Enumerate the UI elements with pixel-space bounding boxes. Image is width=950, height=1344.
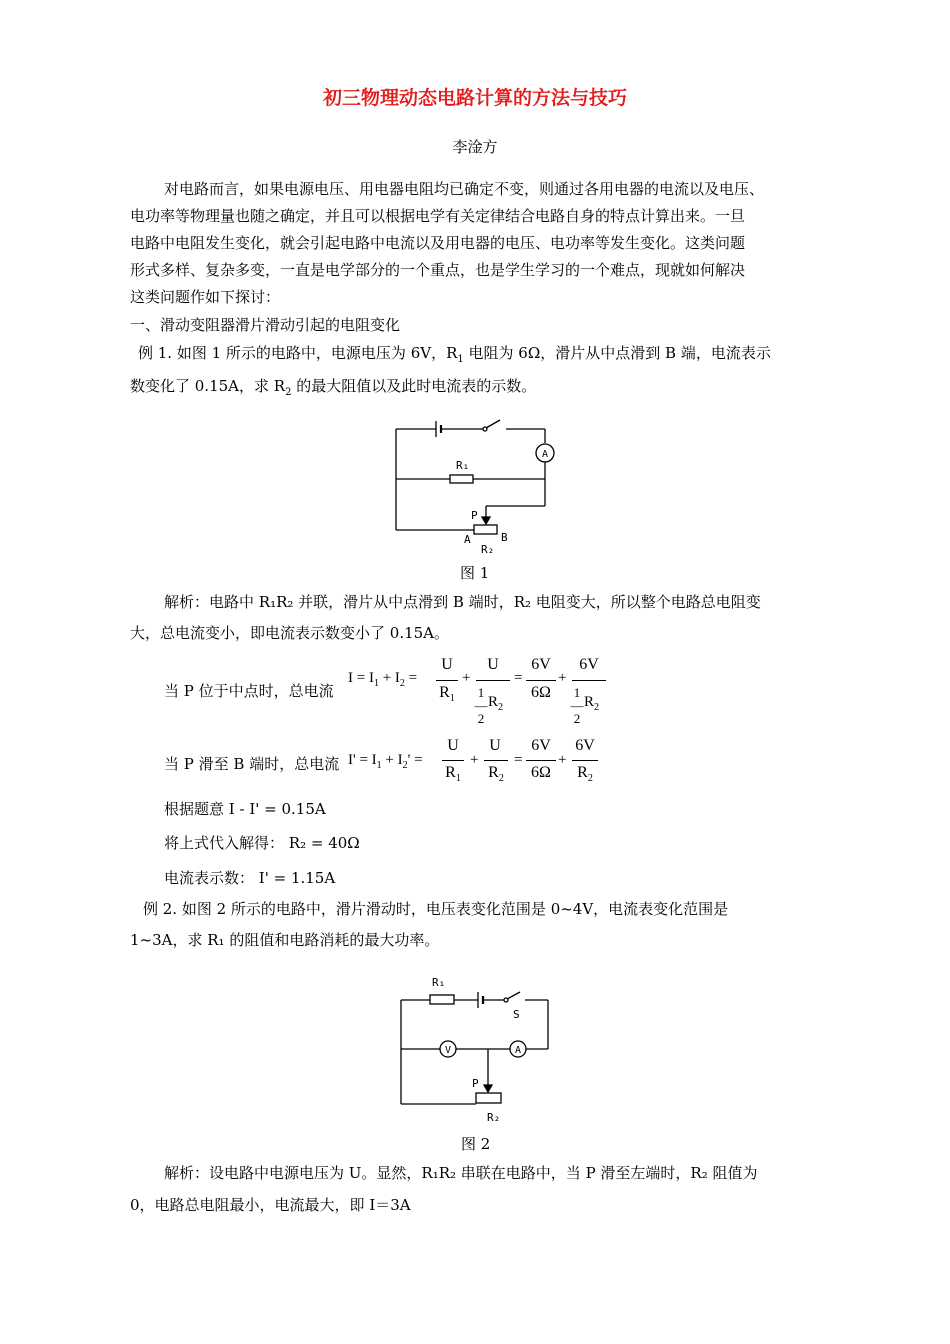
circuit-diagram-2 — [392, 968, 558, 1128]
resistor-r2 — [476, 1093, 501, 1103]
a-label: A — [464, 533, 471, 546]
intro-line-2: 电功率等物理量也随之确定，并且可以根据电学有关定律结合电路自身的特点计算出来。一旦 — [130, 207, 746, 225]
intro-line-5: 这类问题作如下探讨： — [130, 288, 281, 306]
r1-label: R₁ — [456, 459, 470, 472]
figure-1-caption: 图 1 — [460, 564, 490, 582]
b-label: B — [501, 531, 508, 544]
voltmeter-label: V — [444, 1045, 452, 1056]
page-title: 初三物理动态电路计算的方法与技巧 — [322, 87, 627, 109]
analysis-2-line-2: 0，电路总电阻最小，电流最大，即 I＝3A — [130, 1196, 411, 1214]
switch-lever — [486, 420, 500, 428]
ammeter-label: A — [514, 1045, 522, 1056]
intro-line-3: 电路中电阻发生变化，就会引起电路中电流以及用电器的电压、电功率等发生变化。这类问题 — [130, 234, 746, 252]
switch-lever — [507, 992, 520, 999]
p-label: P — [472, 1077, 479, 1090]
p-label: P — [471, 509, 478, 522]
section-heading: 一、滑动变阻器滑片滑动引起的电阻变化 — [130, 316, 401, 334]
s-label: S — [513, 1008, 520, 1021]
eq1-label: 当 P 位于中点时，总电流 — [164, 682, 334, 700]
eq3-line: 根据题意 I - I' = 0.15A — [164, 800, 326, 818]
intro-line-1: 对电路而言，如果电源电压、用电器电阻均已确定不变，则通过各用电器的电流以及电压、 — [164, 180, 765, 198]
circuit-diagram-1 — [390, 413, 560, 561]
eq2-label: 当 P 滑至 B 端时，总电流 — [164, 755, 340, 773]
slider-arrow — [482, 517, 490, 524]
ammeter-label: A — [541, 449, 549, 460]
eq4-line: 将上式代入解得： R₂ = 40Ω — [164, 834, 360, 852]
eq5-line: 电流表示数： I' = 1.15A — [164, 869, 336, 887]
example-1-line-1: 例 1. 如图 1 所示的电路中，电源电压为 6V，$R_1$ 电阻为 6Ω，滑片从中点滑到 B 端，电流表示 — [138, 344, 771, 365]
analysis-2-line-1: 解析：设电路中电源电压为 U。显然，R₁R₂ 串联在电路中，当 P 滑至左端时，R₂ 阻值为 — [164, 1164, 758, 1182]
intro-line-4: 形式多样、复杂多变，一直是电学部分的一个重点，也是学生学习的一个难点，现就如何解决 — [130, 261, 746, 279]
example-2-line-1: 例 2. 如图 2 所示的电路中，滑片滑动时，电压表变化范围是 0~4V，电流表变化范围是 — [143, 900, 729, 918]
example-1-line-2: 数变化了 0.15A，求 $R_2$ 的最大阻值以及此时电流表的示数。 — [130, 377, 537, 398]
figure-2-caption: 图 2 — [461, 1135, 491, 1153]
resistor-r1 — [430, 995, 454, 1004]
r1-label: R₁ — [432, 976, 446, 989]
analysis-1-line-1: 解析：电路中 R₁R₂ 并联，滑片从中点滑到 B 端时，R₂ 电阻变大，所以整个电路总电阻变 — [164, 593, 761, 611]
r2-label: R₂ — [487, 1111, 501, 1124]
slider-arrow — [484, 1085, 492, 1092]
author: 李淦方 — [452, 138, 498, 156]
r2-label: R₂ — [481, 543, 495, 556]
resistor-r2 — [474, 525, 497, 534]
example-2-line-2: 1~3A，求 R₁ 的阻值和电路消耗的最大功率。 — [130, 931, 440, 949]
analysis-1-line-2: 大，总电流变小，即电流表示数变小了 0.15A。 — [130, 624, 450, 642]
resistor-r1 — [450, 475, 473, 483]
